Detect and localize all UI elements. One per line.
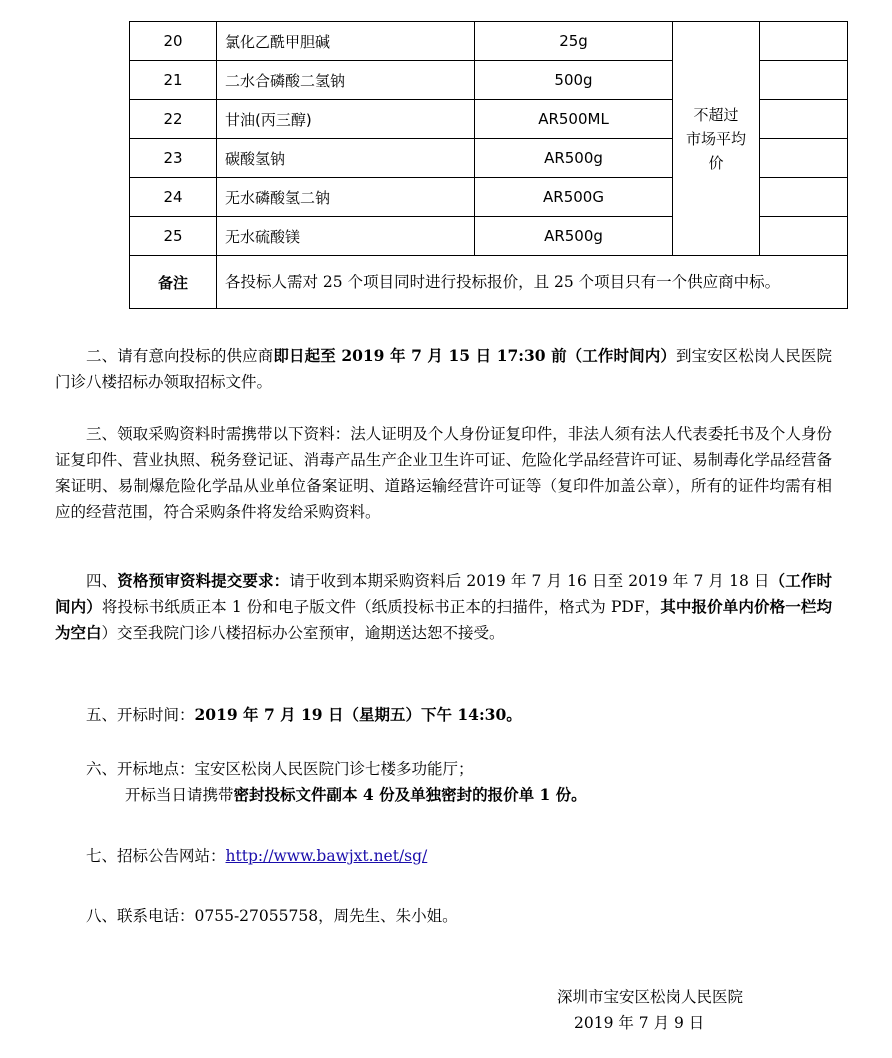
s2-text-a: 二、请有意向投标的供应商 xyxy=(86,347,274,365)
s5-time: 2019 年 7 月 19 日（星期五）下午 14:30。 xyxy=(194,705,522,724)
remark-label: 备注 xyxy=(130,256,217,309)
items-table xyxy=(129,21,848,309)
item-name: 碳酸氢钠 xyxy=(217,139,475,178)
s4-text-c: 请于收到本期采购资料后 2019 年 7 月 16 日至 2019 年 7 月 18 日 xyxy=(289,572,770,590)
s2-deadline: 即日起至 2019 年 7 月 15 日 17:30 前（工作时间内） xyxy=(273,346,676,365)
item-spec: 25g xyxy=(475,22,673,61)
s4-heading: 资格预审资料提交要求： xyxy=(117,571,290,590)
s4-blank-price: 其中报价单内价格一栏均为空白 xyxy=(55,597,832,642)
blank-cell xyxy=(760,178,848,217)
s6-text-b: 开标当日请携带 xyxy=(125,786,234,804)
s4-text-a: 四、 xyxy=(86,572,118,590)
item-spec: AR500ML xyxy=(475,100,673,139)
item-spec: AR500g xyxy=(475,139,673,178)
section-3-documents xyxy=(55,421,832,525)
table-row xyxy=(130,22,848,61)
row-number: 25 xyxy=(130,217,217,256)
item-name: 无水硫酸镁 xyxy=(217,217,475,256)
signature-org: 深圳市宝安区松岗人民医院 xyxy=(557,988,744,1006)
s6-second-line xyxy=(55,782,832,808)
s6-bring-docs: 密封投标文件副本 4 份及单独密封的报价单 1 份。 xyxy=(233,785,587,804)
s4-text-e: 将投标书纸质正本 1 份和电子版文件（纸质投标书正本的扫描件，格式为 PDF， xyxy=(101,598,661,616)
blank-cell xyxy=(760,61,848,100)
row-number: 24 xyxy=(130,178,217,217)
price-note-line-3: 价 xyxy=(708,153,724,172)
item-name: 甘油(丙三醇) xyxy=(217,100,475,139)
item-name: 无水磷酸氢二钠 xyxy=(217,178,475,217)
s6-place: 六、开标地点：宝安区松岗人民医院门诊七楼多功能厅； xyxy=(86,760,474,778)
s7-label: 七、招标公告网站： xyxy=(86,847,226,865)
s3-text: 三、领取采购资料时需携带以下资料：法人证明及个人身份证复印件，非法人须有法人代表委托书及个人身份证复印件、营业执照、税务登记证、消毒产品生产企业卫生许可证、危险化学品经营许可证、易制毒化学品经营备案证明、易制爆危险化学品从业单位备案证明、道路运输经营许可证等（复印件加盖公章），所有的证件均需有相应的经营范围，符合采购条件将发给采购资料。 xyxy=(55,425,832,521)
item-name: 二水合磷酸二氢钠 xyxy=(217,61,475,100)
row-number: 23 xyxy=(130,139,217,178)
blank-cell xyxy=(760,22,848,61)
item-spec: AR500G xyxy=(475,178,673,217)
remark-text: 各投标人需对 25 个项目同时进行投标报价，且 25 个项目只有一个供应商中标。 xyxy=(217,256,848,309)
item-name: 氯化乙酰甲胆碱 xyxy=(217,22,475,61)
price-note-line-1: 不超过 xyxy=(693,105,739,124)
s2-text-c: 到宝安区松岗人民医院门诊八楼招标办领取招标文件。 xyxy=(55,347,832,391)
s8-text: 八、联系电话：0755-27055758，周先生、朱小姐。 xyxy=(86,907,458,925)
row-number: 20 xyxy=(130,22,217,61)
website-link[interactable]: http://www.bawjxt.net/sg/ xyxy=(225,847,428,865)
s5-label: 五、开标时间： xyxy=(86,706,195,724)
section-4-prequalification xyxy=(55,568,832,646)
signature-date: 2019 年 7 月 9 日 xyxy=(574,1014,705,1032)
item-spec: AR500g xyxy=(475,217,673,256)
s4-work-hours: （工作时间内） xyxy=(55,571,832,616)
price-note-line-2: 市场平均 xyxy=(685,129,746,148)
section-5-opening-time xyxy=(55,702,832,728)
section-7-website xyxy=(55,843,832,869)
s4-text-g: ）交至我院门诊八楼招标办公室预审，逾期送达恕不接受。 xyxy=(101,624,505,642)
row-number: 22 xyxy=(130,100,217,139)
blank-cell xyxy=(760,100,848,139)
section-6-opening-place xyxy=(55,756,832,808)
blank-cell xyxy=(760,217,848,256)
section-8-contact xyxy=(55,903,832,929)
row-number: 21 xyxy=(130,61,217,100)
price-limit-cell xyxy=(673,22,760,256)
blank-cell xyxy=(760,139,848,178)
item-spec: 500g xyxy=(475,61,673,100)
remark-row xyxy=(130,256,848,309)
section-2-pickup xyxy=(55,343,832,395)
